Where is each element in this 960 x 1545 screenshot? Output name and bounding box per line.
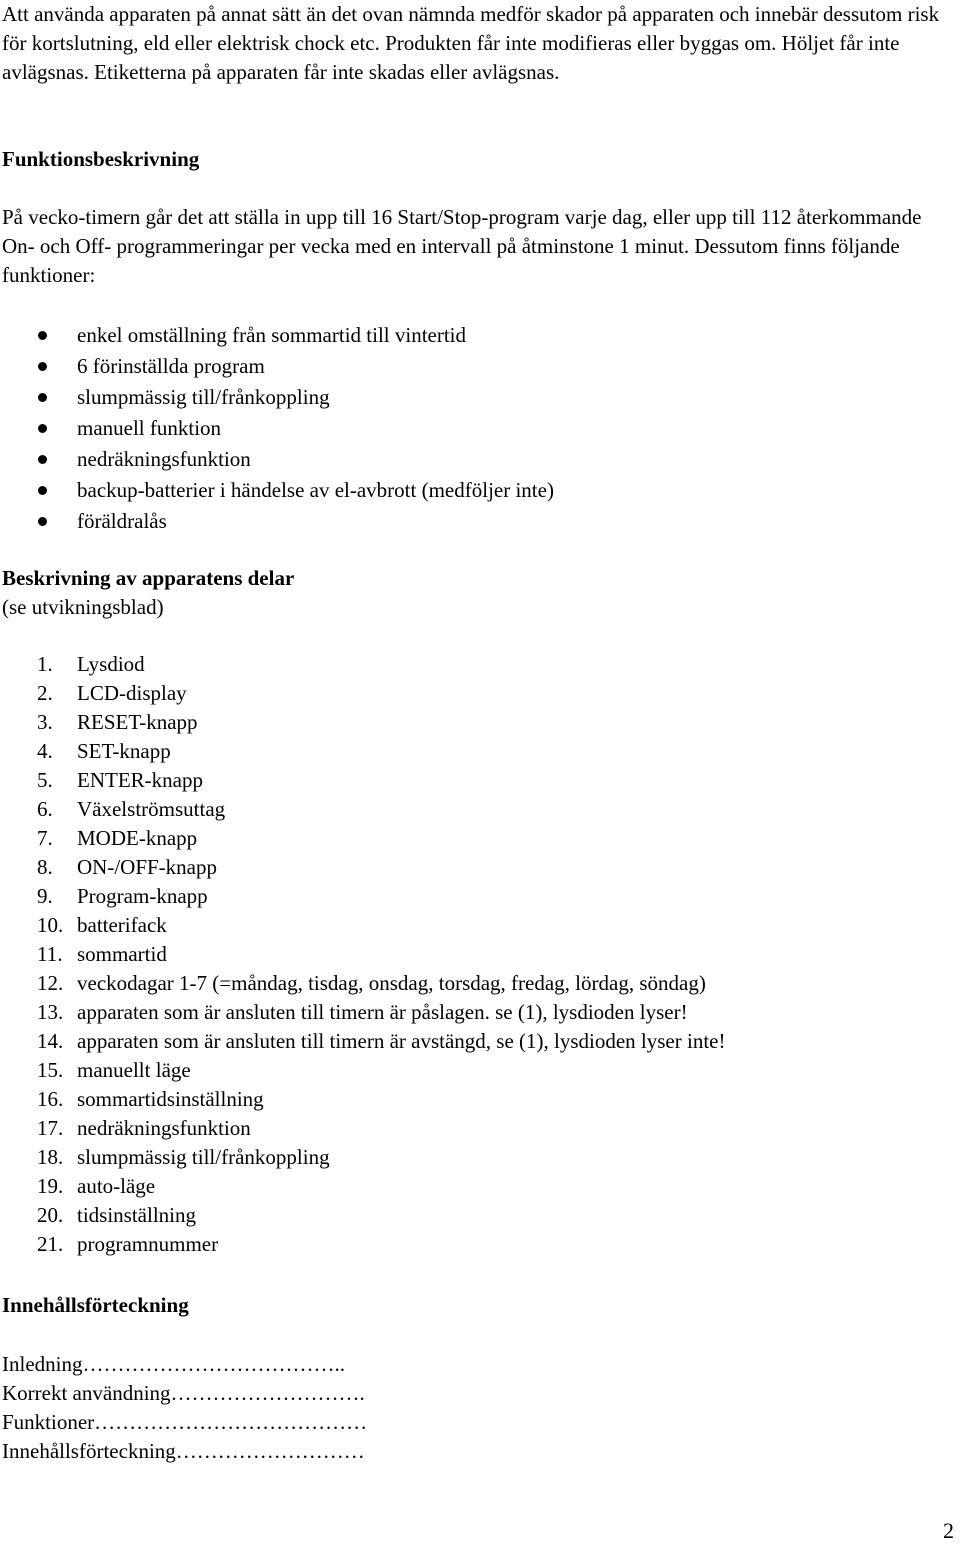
feature-text: manuell funktion	[77, 416, 222, 440]
item-number: 13.	[37, 1000, 64, 1024]
list-item	[0, 320, 554, 351]
function-paragraph: På vecko-timern går det att ställa in upp till 16 Start/Stop-program varje dag, eller upp till 112 återkommande On- och Off- programmeringar per vecka med en intervall på åtminstone 1 minut. Dessutom finns följande funktioner:	[2, 205, 922, 287]
item-number: 2.	[37, 681, 53, 705]
item-number: 20.	[37, 1203, 64, 1227]
bullet-icon	[38, 486, 47, 495]
item-text: nedräkningsfunktion	[77, 1116, 251, 1140]
feature-text: slumpmässig till/frånkoppling	[77, 385, 330, 409]
parts-subnote: (se utvikningsblad)	[2, 595, 164, 619]
item-text: ENTER-knapp	[77, 768, 203, 792]
item-number: 16.	[37, 1087, 64, 1111]
page-number: 2	[943, 1518, 954, 1543]
item-number: 6.	[37, 797, 53, 821]
item-number: 3.	[37, 710, 53, 734]
item-number: 11.	[37, 942, 63, 966]
item-number: 17.	[37, 1116, 64, 1140]
feature-text: enkel omställning från sommartid till vintertid	[77, 323, 467, 347]
intro-paragraph: Att använda apparaten på annat sätt än det ovan nämnda medför skador på apparaten och innebär dessutom risk för kortslutning, eld eller elektrisk chock etc. Produkten får inte modifieras eller byggas om. Höljet får inte avlägsnas. Etiketterna på apparaten får inte skadas eller avlägsnas.	[2, 2, 940, 84]
list-item	[0, 475, 554, 506]
list-item	[0, 506, 554, 537]
item-text: slumpmässig till/frånkoppling	[77, 1145, 330, 1169]
toc-entry: Funktioner…………………………………	[2, 1410, 368, 1434]
item-number: 9.	[37, 884, 53, 908]
bullet-icon	[38, 362, 47, 371]
bullet-icon	[38, 517, 47, 526]
item-number: 5.	[37, 768, 53, 792]
item-number: 10.	[37, 913, 64, 937]
item-text: Växelströmsuttag	[77, 797, 226, 821]
item-text: ON-/OFF-knapp	[77, 855, 217, 879]
item-text: apparaten som är ansluten till timern är avstängd, se (1), lysdioden lyser inte!	[77, 1029, 726, 1053]
feature-text: 6 förinställda program	[77, 354, 265, 378]
bullet-icon	[38, 393, 47, 402]
toc-list	[2, 1350, 367, 1466]
function-heading: Funktionsbeskrivning	[2, 147, 200, 171]
bullet-icon	[38, 424, 47, 433]
item-text: SET-knapp	[77, 739, 171, 763]
toc-heading: Innehållsförteckning	[2, 1293, 189, 1317]
feature-list	[0, 320, 554, 537]
item-number: 1.	[37, 652, 53, 676]
item-text: sommartid	[77, 942, 167, 966]
item-text: Program-knapp	[77, 884, 208, 908]
item-text: veckodagar 1-7 (=måndag, tisdag, onsdag, torsdag, fredag, lördag, söndag)	[77, 971, 706, 995]
list-item	[0, 351, 554, 382]
item-number: 14.	[37, 1029, 64, 1053]
item-number: 19.	[37, 1174, 64, 1198]
item-number: 15.	[37, 1058, 64, 1082]
list-item	[0, 382, 554, 413]
parts-heading: Beskrivning av apparatens delar	[2, 566, 295, 590]
list-item	[0, 413, 554, 444]
item-text: Lysdiod	[77, 652, 145, 676]
list-item	[0, 444, 554, 475]
item-text: manuellt läge	[77, 1058, 191, 1082]
toc-entry: Inledning………………………………..	[2, 1352, 345, 1376]
item-text: auto-läge	[77, 1174, 156, 1198]
bullet-icon	[38, 455, 47, 464]
item-text: programnummer	[77, 1232, 219, 1256]
item-text: batterifack	[77, 913, 167, 937]
item-number: 8.	[37, 855, 53, 879]
item-number: 21.	[37, 1232, 64, 1256]
feature-text: föräldralås	[77, 509, 167, 533]
bullet-icon	[38, 331, 47, 340]
item-text: tidsinställning	[77, 1203, 197, 1227]
item-text: MODE-knapp	[77, 826, 198, 850]
item-text: sommartidsinställning	[77, 1087, 264, 1111]
item-number: 7.	[37, 826, 53, 850]
item-number: 12.	[37, 971, 64, 995]
item-text: apparaten som är ansluten till timern är påslagen. se (1), lysdioden lyser!	[77, 1000, 688, 1024]
toc-entry: Korrekt användning……………………….	[2, 1381, 365, 1405]
item-number: 18.	[37, 1145, 64, 1169]
toc-entry: Innehållsförteckning………………………	[2, 1439, 365, 1463]
item-number: 4.	[37, 739, 53, 763]
feature-text: nedräkningsfunktion	[77, 447, 251, 471]
feature-text: backup-batterier i händelse av el-avbrott (medföljer inte)	[77, 478, 554, 502]
item-text: RESET-knapp	[77, 710, 198, 734]
item-text: LCD-display	[77, 681, 187, 705]
